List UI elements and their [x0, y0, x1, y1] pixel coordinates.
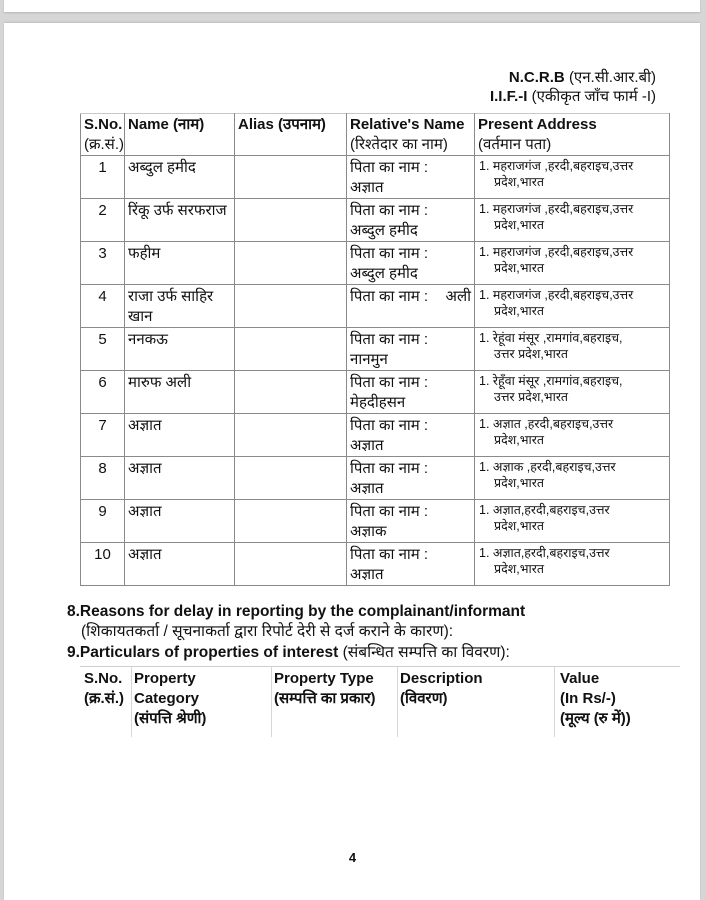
address-line-1: 1. अज्ञात,हरदी,बहराइच,उत्तर [479, 546, 610, 560]
form-header [490, 68, 656, 106]
prop-col-sno: S.No. (क्र.सं.) [84, 670, 124, 707]
relative-label: पिता का नाम : [350, 245, 429, 262]
section-8-heading [67, 602, 525, 642]
relative-name: नानमुन [350, 351, 388, 368]
table-row [81, 414, 670, 457]
cell-sno: 2 [81, 199, 125, 242]
cell-name: अब्दुल हमीद [125, 156, 235, 199]
previous-page-edge [4, 0, 700, 12]
cell-sno: 10 [81, 543, 125, 586]
cell-address [475, 500, 670, 543]
cell-sno: 3 [81, 242, 125, 285]
cell-sno: 5 [81, 328, 125, 371]
relative-label: पिता का नाम : [350, 288, 429, 305]
address-line-1: 1. रेहूंवा मंसूर ,रामगांव,बहराइच, [479, 331, 623, 345]
relative-label: पिता का नाम : [350, 460, 429, 477]
relative-name: मेहदीहसन [350, 394, 406, 411]
cell-name: अज्ञात [125, 543, 235, 586]
address-line-2: प्रदेश,भारत [494, 175, 544, 189]
cell-relative [347, 414, 475, 457]
cell-alias [235, 543, 347, 586]
address-line-2: प्रदेश,भारत [494, 261, 544, 275]
cell-address [475, 199, 670, 242]
section-8-title: 8.Reasons for delay in reporting by the complainant/informant [67, 603, 526, 620]
cell-sno: 1 [81, 156, 125, 199]
relative-name: अज्ञात [350, 179, 384, 196]
cell-name: राजा उर्फ साहिर खान [125, 285, 235, 328]
cell-alias [235, 242, 347, 285]
cell-relative [347, 156, 475, 199]
cell-name: मारुफ अली [125, 371, 235, 414]
prop-col-description: Description (विवरण) [397, 667, 554, 737]
cell-sno: 8 [81, 457, 125, 500]
address-line-2: उत्तर प्रदेश,भारत [494, 347, 569, 361]
relative-name: अज्ञात [350, 437, 384, 454]
section-8-subtitle: (शिकायतकर्ता / सूचनाकर्ता द्वारा रिपोर्ट देरी से दर्ज कराने के कारण): [81, 623, 454, 640]
address-line-1: 1. अज्ञाक ,हरदी,बहराइच,उत्तर [479, 460, 616, 474]
relative-name: अज्ञात [350, 566, 384, 583]
cell-relative [347, 543, 475, 586]
cell-name: ननकऊ [125, 328, 235, 371]
col-relative: Relative's Name (रिश्तेदार का नाम) [347, 114, 475, 156]
section-9-title: 9.Particulars of properties of interest [67, 644, 339, 661]
cell-relative [347, 285, 475, 328]
address-line-2: प्रदेश,भारत [494, 433, 544, 447]
property-table-header [80, 666, 680, 737]
cell-address [475, 457, 670, 500]
cell-address [475, 543, 670, 586]
cell-sno: 6 [81, 371, 125, 414]
cell-alias [235, 199, 347, 242]
table-row [81, 328, 670, 371]
address-line-1: 1. अज्ञात,हरदी,बहराइच,उत्तर [479, 503, 610, 517]
header-ncrb [490, 68, 656, 87]
col-alias: Alias (उपनाम) [235, 114, 347, 156]
table-row [81, 156, 670, 199]
relative-name: अज्ञाक [350, 523, 387, 540]
table-row [81, 285, 670, 328]
cell-address [475, 285, 670, 328]
prop-col-value: Value (In Rs/-) (मूल्य (रु में)) [554, 667, 674, 737]
relative-label: पिता का नाम : [350, 331, 429, 348]
accused-table-header [81, 114, 670, 156]
relative-inline-name: अली [445, 288, 471, 305]
cell-address [475, 414, 670, 457]
table-row [81, 242, 670, 285]
relative-label: पिता का नाम : [350, 503, 429, 520]
prop-col-category: Property Category (संपत्ति श्रेणी) [131, 667, 271, 737]
address-line-1: 1. महराजगंज ,हरदी,बहराइच,उत्तर [479, 288, 634, 302]
page-number: 4 [348, 850, 357, 865]
cell-alias [235, 500, 347, 543]
cell-alias [235, 414, 347, 457]
cell-alias [235, 285, 347, 328]
cell-address [475, 156, 670, 199]
cell-address [475, 242, 670, 285]
relative-name: अज्ञात [350, 480, 384, 497]
cell-relative [347, 371, 475, 414]
col-sno: S.No. (क्र.सं.) [81, 114, 125, 156]
cell-name: अज्ञात [125, 500, 235, 543]
cell-sno: 9 [81, 500, 125, 543]
cell-alias [235, 156, 347, 199]
relative-label: पिता का नाम : [350, 546, 429, 563]
cell-sno: 7 [81, 414, 125, 457]
cell-relative [347, 242, 475, 285]
cell-alias [235, 371, 347, 414]
cell-relative [347, 199, 475, 242]
header-iif-en: I.I.F.-I [489, 88, 528, 105]
cell-relative [347, 457, 475, 500]
relative-label: पिता का नाम : [350, 159, 429, 176]
cell-alias [235, 457, 347, 500]
section-9-heading [67, 643, 510, 663]
cell-name: फहीम [125, 242, 235, 285]
relative-name: अब्दुल हमीद [350, 222, 418, 239]
cell-address [475, 328, 670, 371]
cell-relative [347, 328, 475, 371]
address-line-1: 1. महराजगंज ,हरदी,बहराइच,उत्तर [479, 159, 634, 173]
address-line-1: 1. रेहूँवा मंसूर ,रामगांव,बहराइच, [479, 374, 623, 388]
cell-name: अज्ञात [125, 414, 235, 457]
relative-label: पिता का नाम : [350, 374, 429, 391]
cell-address [475, 371, 670, 414]
table-row [81, 500, 670, 543]
relative-label: पिता का नाम : [350, 417, 429, 434]
section-9-title-hi: (संबन्धित सम्पत्ति का विवरण): [342, 644, 510, 661]
address-line-2: प्रदेश,भारत [494, 304, 544, 318]
header-ncrb-en: N.C.R.B [508, 69, 565, 86]
address-line-1: 1. महराजगंज ,हरदी,बहराइच,उत्तर [479, 202, 634, 216]
accused-table [80, 113, 670, 586]
cell-alias [235, 328, 347, 371]
table-row [81, 199, 670, 242]
table-row [81, 457, 670, 500]
header-ncrb-hi: (एन.सी.आर.बी) [568, 69, 656, 86]
address-line-1: 1. अज्ञात ,हरदी,बहराइच,उत्तर [479, 417, 614, 431]
table-row [81, 371, 670, 414]
address-line-2: प्रदेश,भारत [494, 476, 544, 490]
header-iif-hi: (एकीकृत जाँच फार्म -I) [531, 88, 656, 105]
cell-name: अज्ञात [125, 457, 235, 500]
address-line-2: प्रदेश,भारत [494, 562, 544, 576]
address-line-1: 1. महराजगंज ,हरदी,बहराइच,उत्तर [479, 245, 634, 259]
cell-relative [347, 500, 475, 543]
table-row [81, 543, 670, 586]
cell-sno: 4 [81, 285, 125, 328]
relative-name: अब्दुल हमीद [350, 265, 418, 282]
col-name: Name (नाम) [125, 114, 235, 156]
address-line-2: उत्तर प्रदेश,भारत [494, 390, 569, 404]
address-line-2: प्रदेश,भारत [494, 218, 544, 232]
header-iif [490, 87, 656, 106]
address-line-2: प्रदेश,भारत [494, 519, 544, 533]
relative-label: पिता का नाम : [350, 202, 429, 219]
prop-col-type: Property Type (सम्पत्ति का प्रकार) [271, 667, 397, 737]
cell-name: रिंकू उर्फ सरफराज [125, 199, 235, 242]
col-address: Present Address (वर्तमान पता) [475, 114, 670, 156]
